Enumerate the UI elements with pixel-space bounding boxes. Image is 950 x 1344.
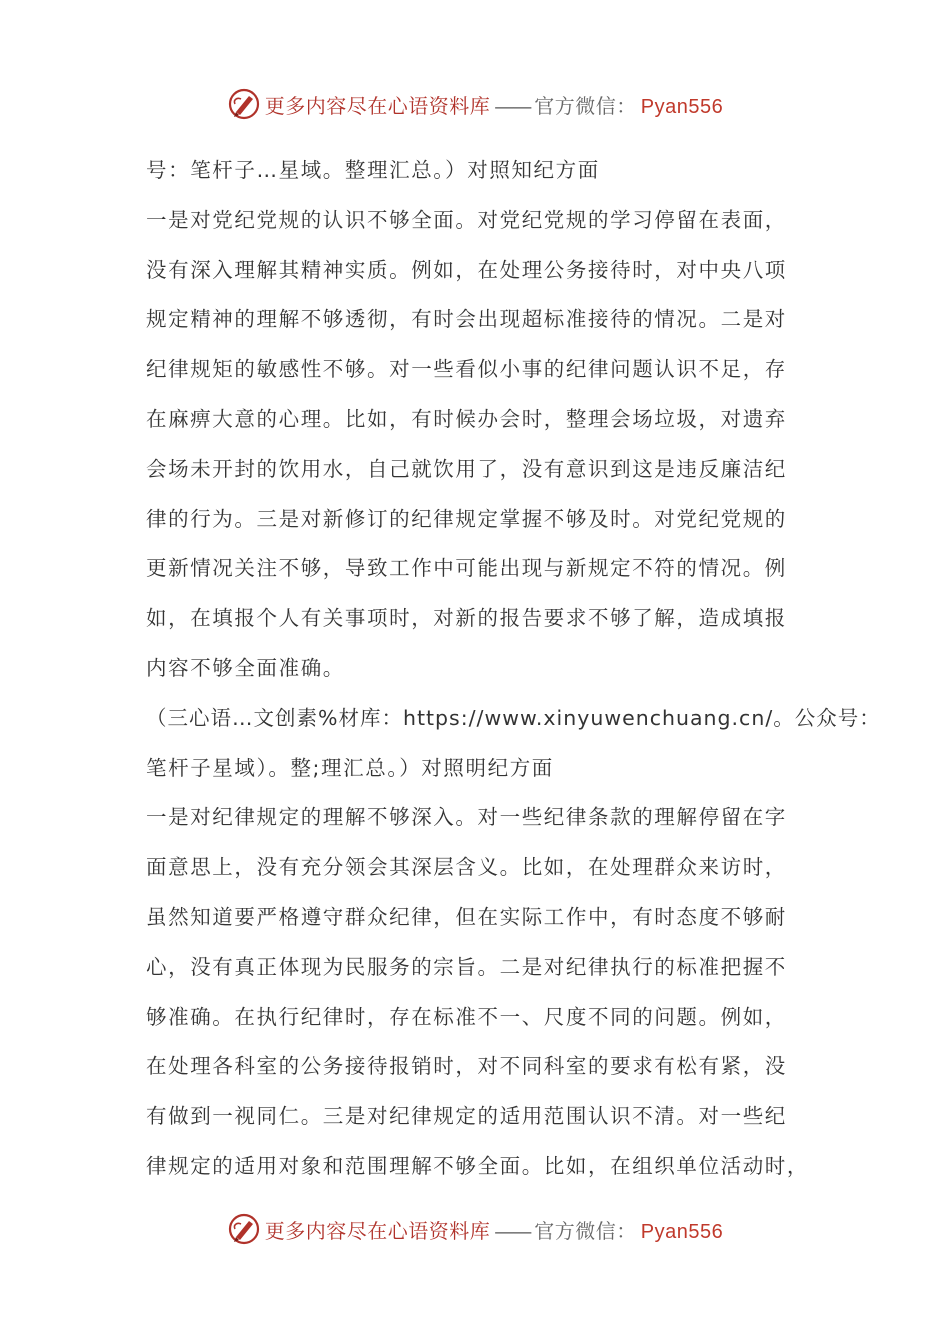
body-line: 规定精神的理解不够透彻，有时会出现超标准接待的情况。二是对 [146, 307, 787, 332]
body-line: 有做到一视同仁。三是对纪律规定的适用范围认识不清。对一些纪 [146, 1104, 787, 1129]
document-body [146, 150, 881, 1196]
body-line: 在处理各科室的公务接待报销时，对不同科室的要求有松有紧，没 [146, 1054, 787, 1079]
body-line-with-link: （三心语…文创素%材库：https://www.xinyuwenchuang.cn/。公众号： [146, 705, 881, 730]
footer-title: 更多内容尽在心语资料库 [264, 1218, 491, 1243]
body-line: 笔杆子星域）。整;理汇总。）对照明纪方面 [146, 755, 554, 780]
footer-wechat-id: Pyan556 [640, 1220, 724, 1243]
footer-dash: —— [494, 1218, 531, 1243]
body-line: 内容不够全面准确。 [146, 655, 345, 680]
header-banner-text [265, 90, 723, 119]
pen-logo-icon [227, 1212, 261, 1246]
body-line: 面意思上，没有充分领会其深层含义。比如，在处理群众来访时， [146, 855, 787, 880]
body-line: 没有深入理解其精神实质。例如，在处理公务接待时，对中央八项 [146, 257, 787, 282]
header-wechat-id: Pyan556 [640, 95, 724, 118]
header-banner [0, 86, 950, 122]
body-line: 律规定的适用对象和范围理解不够全面。比如，在组织单位活动时， [146, 1153, 809, 1178]
footer-wechat-label: 官方微信： [534, 1218, 637, 1243]
body-line: 会场未开封的饮用水，自己就饮用了，没有意识到这是违反廉洁纪 [146, 456, 787, 481]
body-line: 够准确。在执行纪律时，存在标准不一、尺度不同的问题。例如， [146, 1004, 787, 1029]
header-dash: —— [494, 93, 531, 118]
body-line: 在麻痹大意的心理。比如，有时候办会时，整理会场垃圾，对遗弃 [146, 406, 787, 431]
pen-logo-icon [227, 87, 261, 121]
body-line: 律的行为。三是对新修订的纪律规定掌握不够及时。对党纪党规的 [146, 506, 787, 531]
body-line: 一是对纪律规定的理解不够深入。对一些纪律条款的理解停留在字 [146, 805, 787, 830]
body-line: 如，在填报个人有关事项时，对新的报告要求不够了解，造成填报 [146, 606, 787, 631]
body-line: 更新情况关注不够，导致工作中可能出现与新规定不符的情况。例 [146, 556, 787, 581]
header-wechat-label: 官方微信： [534, 93, 637, 118]
body-line: 心，没有真正体现为民服务的宗旨。二是对纪律执行的标准把握不 [146, 954, 787, 979]
body-line: 纪律规矩的敏感性不够。对一些看似小事的纪律问题认识不足，存 [146, 357, 787, 382]
footer-banner [0, 1211, 950, 1247]
body-line: 号：笔杆子…星域。整理汇总。）对照知纪方面 [146, 158, 600, 182]
footer-banner-text [265, 1215, 723, 1244]
body-line: 一是对党纪党规的认识不够全面。对党纪党规的学习停留在表面， [146, 207, 787, 232]
header-title: 更多内容尽在心语资料库 [264, 93, 491, 118]
body-line: 虽然知道要严格遵守群众纪律，但在实际工作中，有时态度不够耐 [146, 904, 787, 929]
